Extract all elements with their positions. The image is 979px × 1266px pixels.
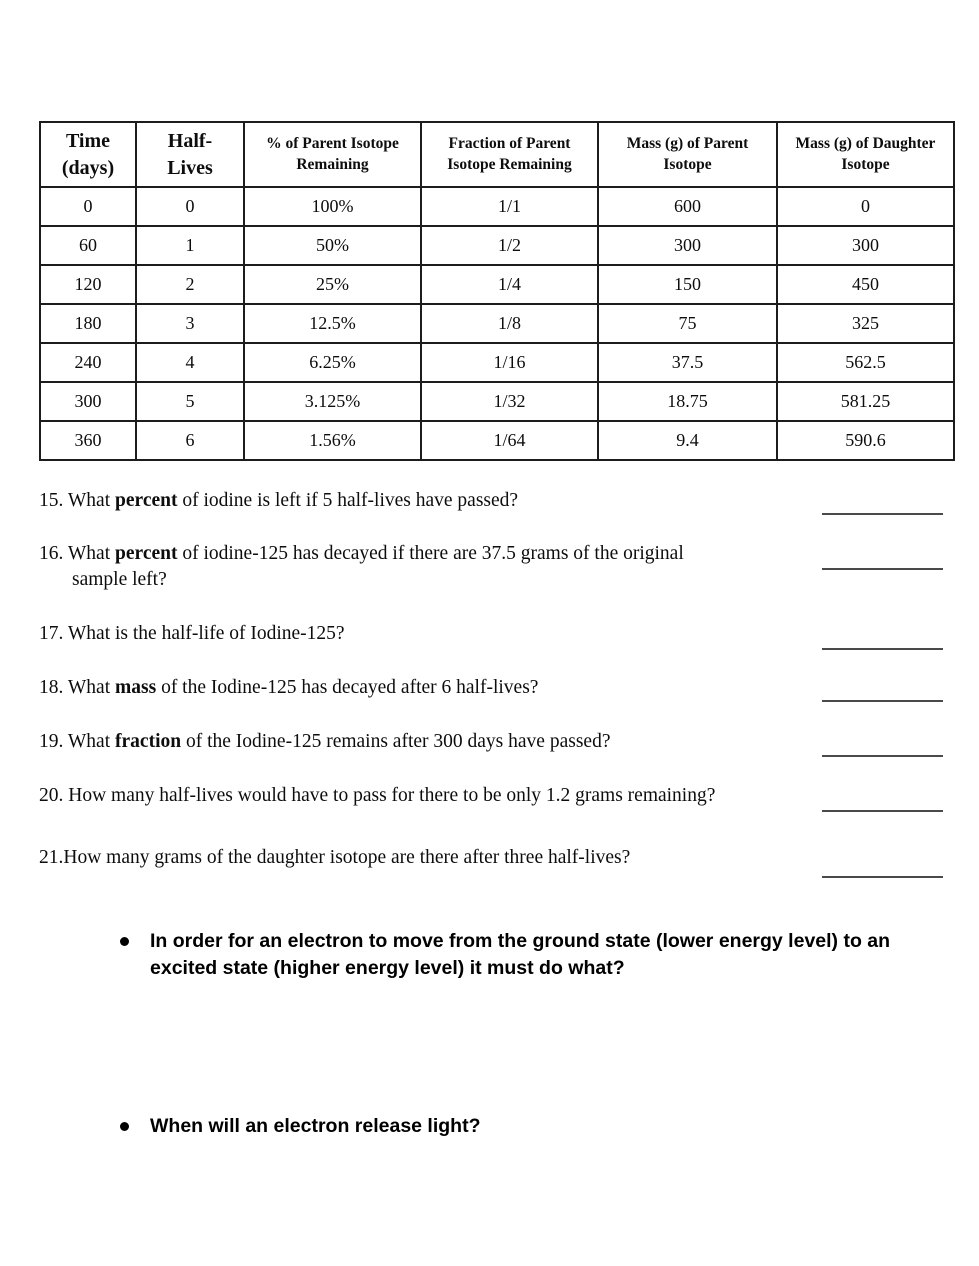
table-cell: 2 — [136, 265, 244, 304]
table-cell: 3 — [136, 304, 244, 343]
half-life-table — [39, 121, 955, 461]
table-row — [40, 187, 954, 226]
bullet-text: In order for an electron to move from the ground state (lower energy level) to an excited state (higher energy level) it must do what? — [150, 930, 891, 979]
answer-blank — [822, 513, 943, 515]
table-cell: 590.6 — [777, 421, 954, 460]
table-cell: 1 — [136, 226, 244, 265]
table-row — [40, 382, 954, 421]
table-cell: 1/64 — [421, 421, 598, 460]
bullet-text: When will an electron release light? — [150, 1115, 481, 1137]
question-20: 20. How many half-lives would have to pass for there to be only 1.2 grams remaining? — [39, 785, 716, 806]
answer-blank — [822, 876, 943, 878]
answer-blank — [822, 568, 943, 570]
table-cell: 600 — [598, 187, 777, 226]
table-cell: 1/2 — [421, 226, 598, 265]
table-cell: 0 — [40, 187, 136, 226]
table-cell: 75 — [598, 304, 777, 343]
question-15: 15. What percent of iodine is left if 5 half-lives have passed? — [39, 490, 519, 511]
question-19: 19. What fraction of the Iodine-125 remains after 300 days have passed? — [39, 731, 611, 752]
table-cell: 325 — [777, 304, 954, 343]
table-cell: 100% — [244, 187, 421, 226]
table-cell: 12.5% — [244, 304, 421, 343]
table-cell: 37.5 — [598, 343, 777, 382]
table-cell: 3.125% — [244, 382, 421, 421]
table-cell: 4 — [136, 343, 244, 382]
table-cell: 0 — [777, 187, 954, 226]
column-header-mass-daughter: Mass (g) of Daughter Isotope — [777, 122, 954, 187]
column-header-mass-parent: Mass (g) of Parent Isotope — [598, 122, 777, 187]
table-cell: 6 — [136, 421, 244, 460]
bullet-item — [120, 1113, 945, 1140]
bullet-icon — [120, 937, 129, 946]
table-cell: 60 — [40, 226, 136, 265]
table-cell: 300 — [777, 226, 954, 265]
table-cell: 300 — [40, 382, 136, 421]
bullet-icon — [120, 1122, 129, 1131]
answer-blank — [822, 700, 943, 702]
bullet-item — [120, 928, 945, 982]
table-row — [40, 304, 954, 343]
table-cell: 1.56% — [244, 421, 421, 460]
question-17: 17. What is the half-life of Iodine-125? — [39, 623, 345, 644]
table-cell: 450 — [777, 265, 954, 304]
table-cell: 562.5 — [777, 343, 954, 382]
question-16: 16. What percent of iodine-125 has decayed if there are 37.5 grams of the original sample left? — [39, 543, 689, 590]
table-cell: 1/4 — [421, 265, 598, 304]
table-cell: 1/16 — [421, 343, 598, 382]
table-cell: 360 — [40, 421, 136, 460]
table-cell: 1/32 — [421, 382, 598, 421]
answer-blank — [822, 755, 943, 757]
table-cell: 180 — [40, 304, 136, 343]
column-header-percent-remaining: % of Parent Isotope Remaining — [244, 122, 421, 187]
table-row — [40, 226, 954, 265]
column-header-time: Time (days) — [40, 122, 136, 187]
table-cell: 240 — [40, 343, 136, 382]
table-row — [40, 343, 954, 382]
table-cell: 18.75 — [598, 382, 777, 421]
table-cell: 581.25 — [777, 382, 954, 421]
table-cell: 6.25% — [244, 343, 421, 382]
question-18: 18. What mass of the Iodine-125 has decayed after 6 half-lives? — [39, 677, 539, 698]
table-row — [40, 421, 954, 460]
table-cell: 9.4 — [598, 421, 777, 460]
table-row — [40, 265, 954, 304]
table-cell: 5 — [136, 382, 244, 421]
table-cell: 300 — [598, 226, 777, 265]
table-cell: 50% — [244, 226, 421, 265]
question-21: 21.How many grams of the daughter isotope are there after three half-lives? — [39, 847, 631, 868]
table-cell: 1/1 — [421, 187, 598, 226]
table-cell: 120 — [40, 265, 136, 304]
table-cell: 25% — [244, 265, 421, 304]
answer-blank — [822, 810, 943, 812]
table-cell: 0 — [136, 187, 244, 226]
table-header-row — [40, 122, 954, 187]
answer-blank — [822, 648, 943, 650]
table-cell: 1/8 — [421, 304, 598, 343]
column-header-half-lives: Half- Lives — [136, 122, 244, 187]
table-cell: 150 — [598, 265, 777, 304]
column-header-fraction-remaining: Fraction of Parent Isotope Remaining — [421, 122, 598, 187]
